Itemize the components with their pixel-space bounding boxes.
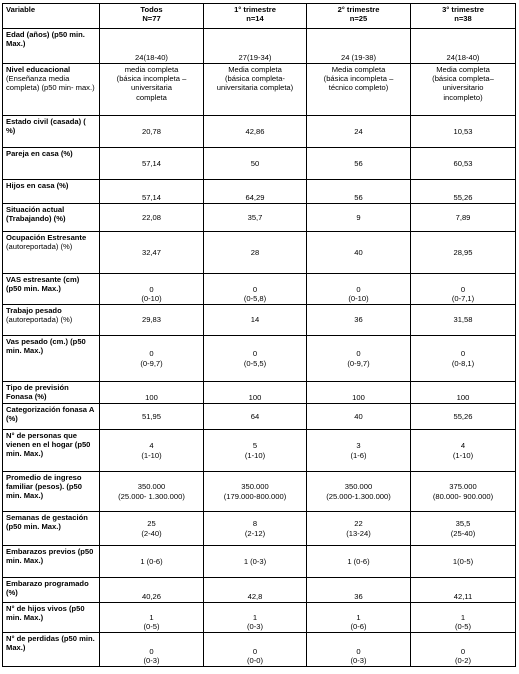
- row-label: [3, 633, 100, 667]
- header-t1-n: n=14: [246, 14, 264, 24]
- row-label-text: Hijos en casa (%): [6, 181, 69, 190]
- row-label: [3, 232, 100, 274]
- table-row: [3, 336, 516, 382]
- cell-value: 24(18-40): [411, 29, 516, 64]
- row-label: [3, 512, 100, 546]
- cell-value: 350.000 (25.000- 1.300.000): [100, 472, 204, 512]
- row-label-text: N° de perdidas (p50 min. Max.): [6, 634, 95, 653]
- cell-value: 350.000 (25.000-1.300.000): [307, 472, 411, 512]
- cell-value: 40: [307, 232, 411, 274]
- row-label: [3, 305, 100, 336]
- table-row: [3, 204, 516, 232]
- table-row: [3, 274, 516, 305]
- cell-value: 1 (0-6): [100, 546, 204, 578]
- cell-value: 42,86: [204, 116, 307, 148]
- cell-value: 0 (0-8,1): [411, 336, 516, 382]
- cell-value: 60,53: [411, 148, 516, 180]
- cell-value: 50: [204, 148, 307, 180]
- row-label-subtext: (autoreportada) (%): [6, 242, 73, 252]
- cell-value: 28: [204, 232, 307, 274]
- cell-value: 24 (19-38): [307, 29, 411, 64]
- cell-value: 0 (0-10): [307, 274, 411, 305]
- row-label-text: Promedio de ingreso familiar (pesos). (p50 min. Max.): [6, 473, 82, 501]
- cell-value: 25 (2-40): [100, 512, 204, 546]
- cell-value: 22,08: [100, 204, 204, 232]
- row-label-text: Pareja en casa (%): [6, 149, 73, 158]
- cell-value: 1 (0-3): [204, 603, 307, 633]
- header-t1-title: 1° trimestre: [234, 5, 276, 14]
- cell-value: 64,29: [204, 180, 307, 204]
- table-row: [3, 578, 516, 603]
- cell-value: 0 (0-3): [307, 633, 411, 667]
- data-table: [2, 3, 516, 667]
- row-label-text: Ocupación Estresante: [6, 233, 87, 242]
- cell-value: 1 (0-5): [100, 603, 204, 633]
- table-row: [3, 404, 516, 430]
- header-todos: [100, 4, 204, 29]
- cell-value: 40: [307, 404, 411, 430]
- header-variable: Variable: [3, 4, 100, 29]
- row-label-text: N° de personas que vienen en el hogar (p50 min. Max.): [6, 431, 91, 459]
- row-label: [3, 382, 100, 404]
- header-todos-title: Todos: [140, 5, 163, 14]
- cell-value: 100: [100, 382, 204, 404]
- cell-value: 31,58: [411, 305, 516, 336]
- cell-value: 1(0-5): [411, 546, 516, 578]
- row-label-subtext: (Enseñanza media completa) (p50 min- max.): [6, 74, 95, 93]
- cell-value: 22 (13-24): [307, 512, 411, 546]
- row-label-text: Edad (años) (p50 min. Max.): [6, 30, 85, 49]
- cell-value: 7,89: [411, 204, 516, 232]
- row-label: [3, 29, 100, 64]
- cell-value: 56: [307, 180, 411, 204]
- cell-value: 4 (1-10): [100, 430, 204, 472]
- row-label-text: Vas pesado (cm.) (p50 min. Max.): [6, 337, 86, 356]
- cell-value: 350.000 (179.000-800.000): [204, 472, 307, 512]
- table-row: [3, 546, 516, 578]
- header-todos-n: N=77: [142, 14, 161, 24]
- table-row: [3, 633, 516, 667]
- cell-value: 28,95: [411, 232, 516, 274]
- cell-value: 24: [307, 116, 411, 148]
- header-t2-n: n=25: [349, 14, 368, 24]
- table-row: [3, 472, 516, 512]
- cell-value: 100: [411, 382, 516, 404]
- row-label-text: Tipo de previsión Fonasa (%): [6, 383, 69, 402]
- cell-value: 100: [307, 382, 411, 404]
- cell-value: 56: [307, 148, 411, 180]
- cell-value: 32,47: [100, 232, 204, 274]
- header-row: [3, 4, 516, 29]
- table-row: [3, 29, 516, 64]
- cell-value: 8 (2-12): [204, 512, 307, 546]
- cell-value: Media completa (básica completa- universitaria completa): [204, 64, 307, 116]
- cell-value: 1 (0-3): [204, 546, 307, 578]
- cell-value: 0 (0-5,5): [204, 336, 307, 382]
- cell-value: 0 (0-7,1): [411, 274, 516, 305]
- cell-value: Media completa (básica incompleta – técnico completo): [307, 64, 411, 116]
- row-label: [3, 404, 100, 430]
- cell-value: 57,14: [100, 180, 204, 204]
- table-row: [3, 430, 516, 472]
- cell-value: 36: [307, 305, 411, 336]
- cell-value: 375.000 (80.000- 900.000): [411, 472, 516, 512]
- row-label: [3, 336, 100, 382]
- cell-value: 35,5 (25-40): [411, 512, 516, 546]
- table-row: [3, 305, 516, 336]
- row-label-text: Categorización fonasa A (%): [6, 405, 95, 424]
- cell-value: 1 (0-6): [307, 603, 411, 633]
- cell-value: 20,78: [100, 116, 204, 148]
- cell-value: 5 (1-10): [204, 430, 307, 472]
- row-label-subtext: (autoreportada) (%): [6, 315, 73, 325]
- cell-value: media completa (básica incompleta – universitaria completa: [100, 64, 204, 116]
- cell-value: 9: [307, 204, 411, 232]
- cell-value: 51,95: [100, 404, 204, 430]
- row-label: [3, 578, 100, 603]
- cell-value: 0 (0-9,7): [100, 336, 204, 382]
- cell-value: Media completa (básica completa– universitario incompleto): [411, 64, 516, 116]
- row-label-text: Estado civil (casada) ( %): [6, 117, 86, 136]
- cell-value: 29,83: [100, 305, 204, 336]
- cell-value: 36: [307, 578, 411, 603]
- table-row: [3, 180, 516, 204]
- table-row: [3, 116, 516, 148]
- cell-value: 1 (0-6): [307, 546, 411, 578]
- row-label: [3, 430, 100, 472]
- row-label-text: VAS estresante (cm) (p50 min. Max.): [6, 275, 80, 294]
- header-trimestre-3: [411, 4, 516, 29]
- cell-value: 10,53: [411, 116, 516, 148]
- cell-value: 0 (0-10): [100, 274, 204, 305]
- row-label-text: Nivel educacional: [6, 65, 71, 74]
- cell-value: 0 (0-2): [411, 633, 516, 667]
- cell-value: 100: [204, 382, 307, 404]
- row-label-text: Embarazo programado (%): [6, 579, 89, 598]
- row-label: [3, 546, 100, 578]
- header-trimestre-1: [204, 4, 307, 29]
- cell-value: 1 (0-5): [411, 603, 516, 633]
- table-row: [3, 232, 516, 274]
- row-label: [3, 116, 100, 148]
- row-label: [3, 472, 100, 512]
- cell-value: 14: [204, 305, 307, 336]
- table-row: [3, 64, 516, 116]
- cell-value: 64: [204, 404, 307, 430]
- table-row: [3, 382, 516, 404]
- row-label: [3, 148, 100, 180]
- cell-value: 35,7: [204, 204, 307, 232]
- row-label: [3, 180, 100, 204]
- row-label-text: Embarazos previos (p50 min. Max.): [6, 547, 94, 566]
- table-body: [3, 29, 516, 667]
- table-row: [3, 148, 516, 180]
- row-label: [3, 204, 100, 232]
- header-t3-n: n=38: [454, 14, 472, 24]
- cell-value: 55,26: [411, 404, 516, 430]
- row-label: [3, 274, 100, 305]
- table-row: [3, 512, 516, 546]
- cell-value: 27(19-34): [204, 29, 307, 64]
- header-t3-title: 3° trimestre: [442, 5, 484, 14]
- row-label-text: Situación actual (Trabajando) (%): [6, 205, 66, 224]
- cell-value: 42,8: [204, 578, 307, 603]
- table-row: [3, 603, 516, 633]
- cell-value: 0 (0-5,8): [204, 274, 307, 305]
- row-label-text: Semanas de gestación (p50 min. Max.): [6, 513, 88, 532]
- header-trimestre-2: [307, 4, 411, 29]
- header-t2-title: 2° trimestre: [337, 5, 380, 14]
- cell-value: 0 (0-0): [204, 633, 307, 667]
- cell-value: 40,26: [100, 578, 204, 603]
- cell-value: 4 (1-10): [411, 430, 516, 472]
- cell-value: 0 (0-3): [100, 633, 204, 667]
- row-label: [3, 603, 100, 633]
- cell-value: 0 (0-9,7): [307, 336, 411, 382]
- row-label-text: N° de hijos vivos (p50 min. Max.): [6, 604, 85, 623]
- row-label: [3, 64, 100, 116]
- cell-value: 42,11: [411, 578, 516, 603]
- cell-value: 24(18-40): [100, 29, 204, 64]
- cell-value: 57,14: [100, 148, 204, 180]
- row-label-text: Trabajo pesado: [6, 306, 62, 315]
- cell-value: 3 (1-6): [307, 430, 411, 472]
- cell-value: 55,26: [411, 180, 516, 204]
